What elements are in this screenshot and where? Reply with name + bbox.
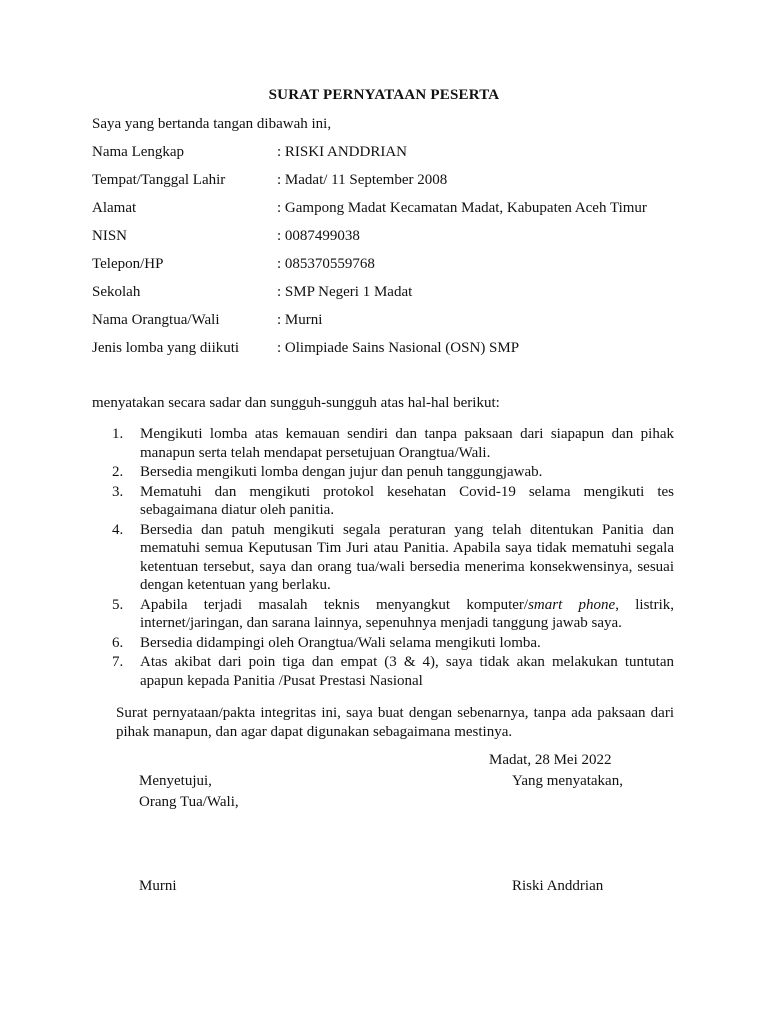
field-label: Telepon/HP	[92, 256, 164, 272]
field-value: : RISKI ANDDRIAN	[277, 144, 408, 160]
intro-text: Saya yang bertanda tangan dibawah ini,	[92, 116, 332, 132]
list-item	[92, 653, 674, 690]
statement-text: menyatakan secara sadar dan sungguh-sungguh atas hal-hal berikut:	[92, 395, 500, 411]
identity-fields	[92, 144, 692, 368]
field-competition	[92, 340, 692, 368]
list-number: 5.	[112, 596, 124, 613]
field-value: : SMP Negeri 1 Madat	[277, 284, 413, 300]
field-label: Nama Orangtua/Wali	[92, 312, 220, 328]
list-item	[92, 425, 674, 462]
declarer-signature-name: Riski Anddrian	[512, 878, 604, 894]
list-number: 3.	[112, 483, 124, 500]
field-school	[92, 284, 692, 312]
field-label: Jenis lomba yang diikuti	[92, 340, 240, 356]
approve-label: Menyetujui,	[139, 773, 212, 789]
list-item	[92, 596, 674, 633]
field-address	[92, 200, 692, 228]
field-value: : 085370559768	[277, 256, 375, 272]
field-value: : 0087499038	[277, 228, 360, 244]
field-label: Alamat	[92, 200, 137, 216]
field-value: : Olimpiade Sains Nasional (OSN) SMP	[277, 340, 520, 356]
place-date: Madat, 28 Mei 2022	[489, 752, 612, 768]
declaration-list	[92, 425, 674, 691]
field-label: Nama Lengkap	[92, 144, 185, 160]
list-number: 1.	[112, 426, 124, 442]
field-value: : Gampong Madat Kecamatan Madat, Kabupaten Aceh Timur	[277, 200, 647, 216]
list-text	[140, 596, 674, 633]
list-number: 2.	[112, 464, 124, 480]
field-label: Tempat/Tanggal Lahir	[92, 172, 226, 188]
declarer-role: Yang menyatakan,	[512, 773, 623, 789]
list-number: 4.	[112, 521, 124, 538]
list-item	[92, 463, 674, 482]
list-text-after: , listrik, internet/jaringan, dan sarana lainnya, sepenuhnya menjadi tanggung jawab saya.	[140, 596, 675, 631]
list-item	[92, 634, 674, 653]
list-text: Bersedia dan patuh mengikuti segala peraturan yang telah ditentukan Panitia dan mematuhi semua Keputusan Tim Juri atau Panitia. Apabila saya tidak mematuhi segala ketentuan tersebut, saya dan orang tua/wali bersedia menerima konsekwensinya, sesuai dengan ketentuan yang berlaku.	[140, 521, 674, 593]
list-text-italic: smart phone	[528, 596, 616, 613]
field-value: : Murni	[277, 312, 323, 328]
field-label: NISN	[92, 228, 128, 244]
list-text: Bersedia mengikuti lomba dengan jujur dan penuh tanggungjawab.	[140, 464, 543, 480]
field-value: : Madat/ 11 September 2008	[277, 172, 448, 188]
list-text: Bersedia didampingi oleh Orangtua/Wali selama mengikuti lomba.	[140, 634, 541, 651]
list-number: 6.	[112, 634, 124, 651]
parent-signature-name: Murni	[139, 878, 177, 894]
list-text: Mematuhi dan mengikuti protokol kesehatan Covid-19 selama mengikuti tes sebagaimana diatur oleh panitia.	[140, 483, 674, 518]
document-title: SURAT PERNYATAAN PESERTA	[268, 87, 500, 103]
parent-role: Orang Tua/Wali,	[139, 794, 239, 810]
field-birth	[92, 172, 692, 200]
list-text-before: Apabila terjadi masalah teknis menyangkut komputer/	[140, 596, 529, 613]
list-item	[92, 483, 674, 520]
field-nisn	[92, 228, 692, 256]
field-label: Sekolah	[92, 284, 141, 300]
list-text: Mengikuti lomba atas kemauan sendiri dan tanpa paksaan dari siapapun dan pihak manapun serta telah mendapat persetujuan Orangtua/Wali.	[140, 426, 674, 461]
list-text: Atas akibat dari poin tiga dan empat (3 & 4), saya tidak akan melakukan tuntutan apapun kepada Panitia /Pusat Prestasi Nasional	[140, 654, 674, 689]
list-number: 7.	[112, 654, 124, 670]
field-phone	[92, 256, 692, 284]
field-full-name	[92, 144, 692, 172]
list-item	[92, 521, 674, 595]
field-guardian	[92, 312, 692, 340]
closing-paragraph: Surat pernyataan/pakta integritas ini, saya buat dengan sebenarnya, tanpa ada paksaan dari pihak manapun, dan agar dapat digunakan sebagaimana mestinya.	[116, 705, 674, 740]
